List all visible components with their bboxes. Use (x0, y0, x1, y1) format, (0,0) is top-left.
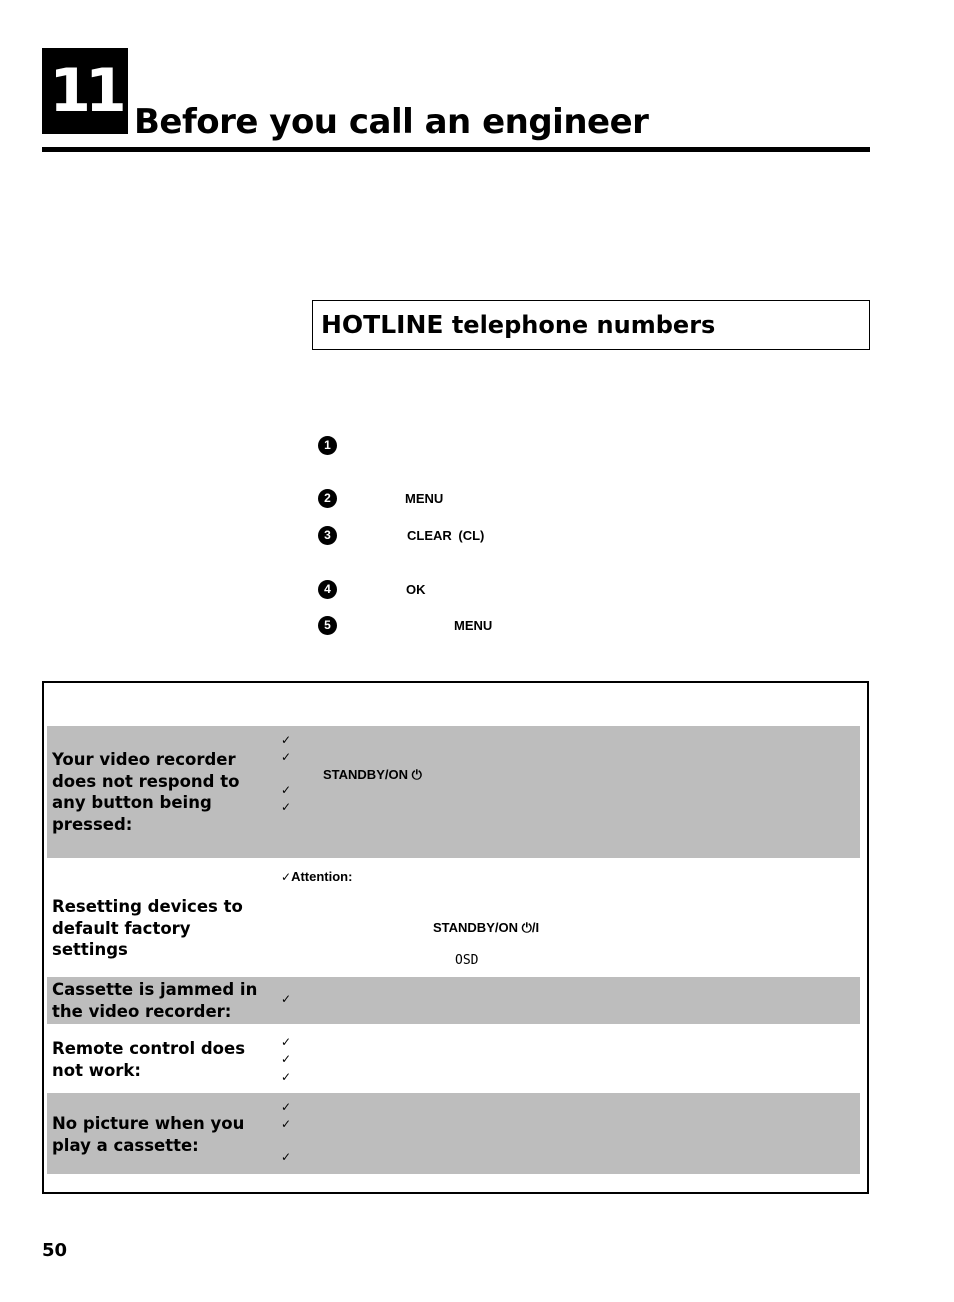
check-mark: ✓ (281, 870, 292, 884)
title-rule (42, 147, 870, 152)
hotline-heading-strong: HOTLINE (321, 310, 444, 339)
check-mark: ✓ (281, 1035, 292, 1049)
osd-label: OSD (455, 953, 479, 968)
chapter-number-box: 11 (42, 48, 128, 134)
check-mark: ✓ (281, 1100, 292, 1114)
step-3-key: CLEAR (CL) (407, 528, 485, 543)
hotline-heading (321, 309, 715, 341)
step-number-5: 5 (318, 616, 337, 635)
hotline-heading-rest: telephone numbers (443, 311, 716, 339)
problem-jammed: Cassette is jammed in the video recorder: (52, 980, 258, 1021)
standby-on-off-key: STANDBY/ON ⏻/I (433, 920, 540, 935)
check-mark: ✓ (281, 733, 292, 747)
problem-no-picture: No picture when you play a cassette: (52, 1114, 245, 1155)
step-number-4: 4 (318, 580, 337, 599)
problem-unresponsive: Your video recorder does not respond to any button being pressed: (52, 750, 240, 834)
problem-reset: Resetting devices to default factory settings (52, 897, 243, 959)
problem-remote: Remote control does not work: (52, 1039, 246, 1080)
step-number-1: 1 (318, 436, 337, 455)
step-2-key: MENU (405, 491, 444, 506)
step-4-key: OK (406, 582, 426, 597)
step-5-key: MENU (454, 618, 493, 633)
step-number-2: 2 (318, 489, 337, 508)
check-mark: ✓ (281, 1117, 292, 1131)
check-mark: ✓ (281, 1150, 292, 1164)
check-mark: ✓ (281, 783, 292, 797)
page-number: 50 (42, 1240, 68, 1261)
hotline-heading-box (312, 300, 870, 350)
chapter-title: Before you call an engineer (134, 102, 649, 142)
step-number-3: 3 (318, 526, 337, 545)
attention-label: Attention: (291, 869, 353, 884)
check-mark: ✓ (281, 750, 292, 764)
check-mark: ✓ (281, 800, 292, 814)
check-mark: ✓ (281, 1052, 292, 1066)
check-mark: ✓ (281, 992, 292, 1006)
standby-key: STANDBY/ON ⏻ (323, 767, 422, 782)
check-mark: ✓ (281, 1070, 292, 1084)
attention-note (281, 870, 352, 884)
